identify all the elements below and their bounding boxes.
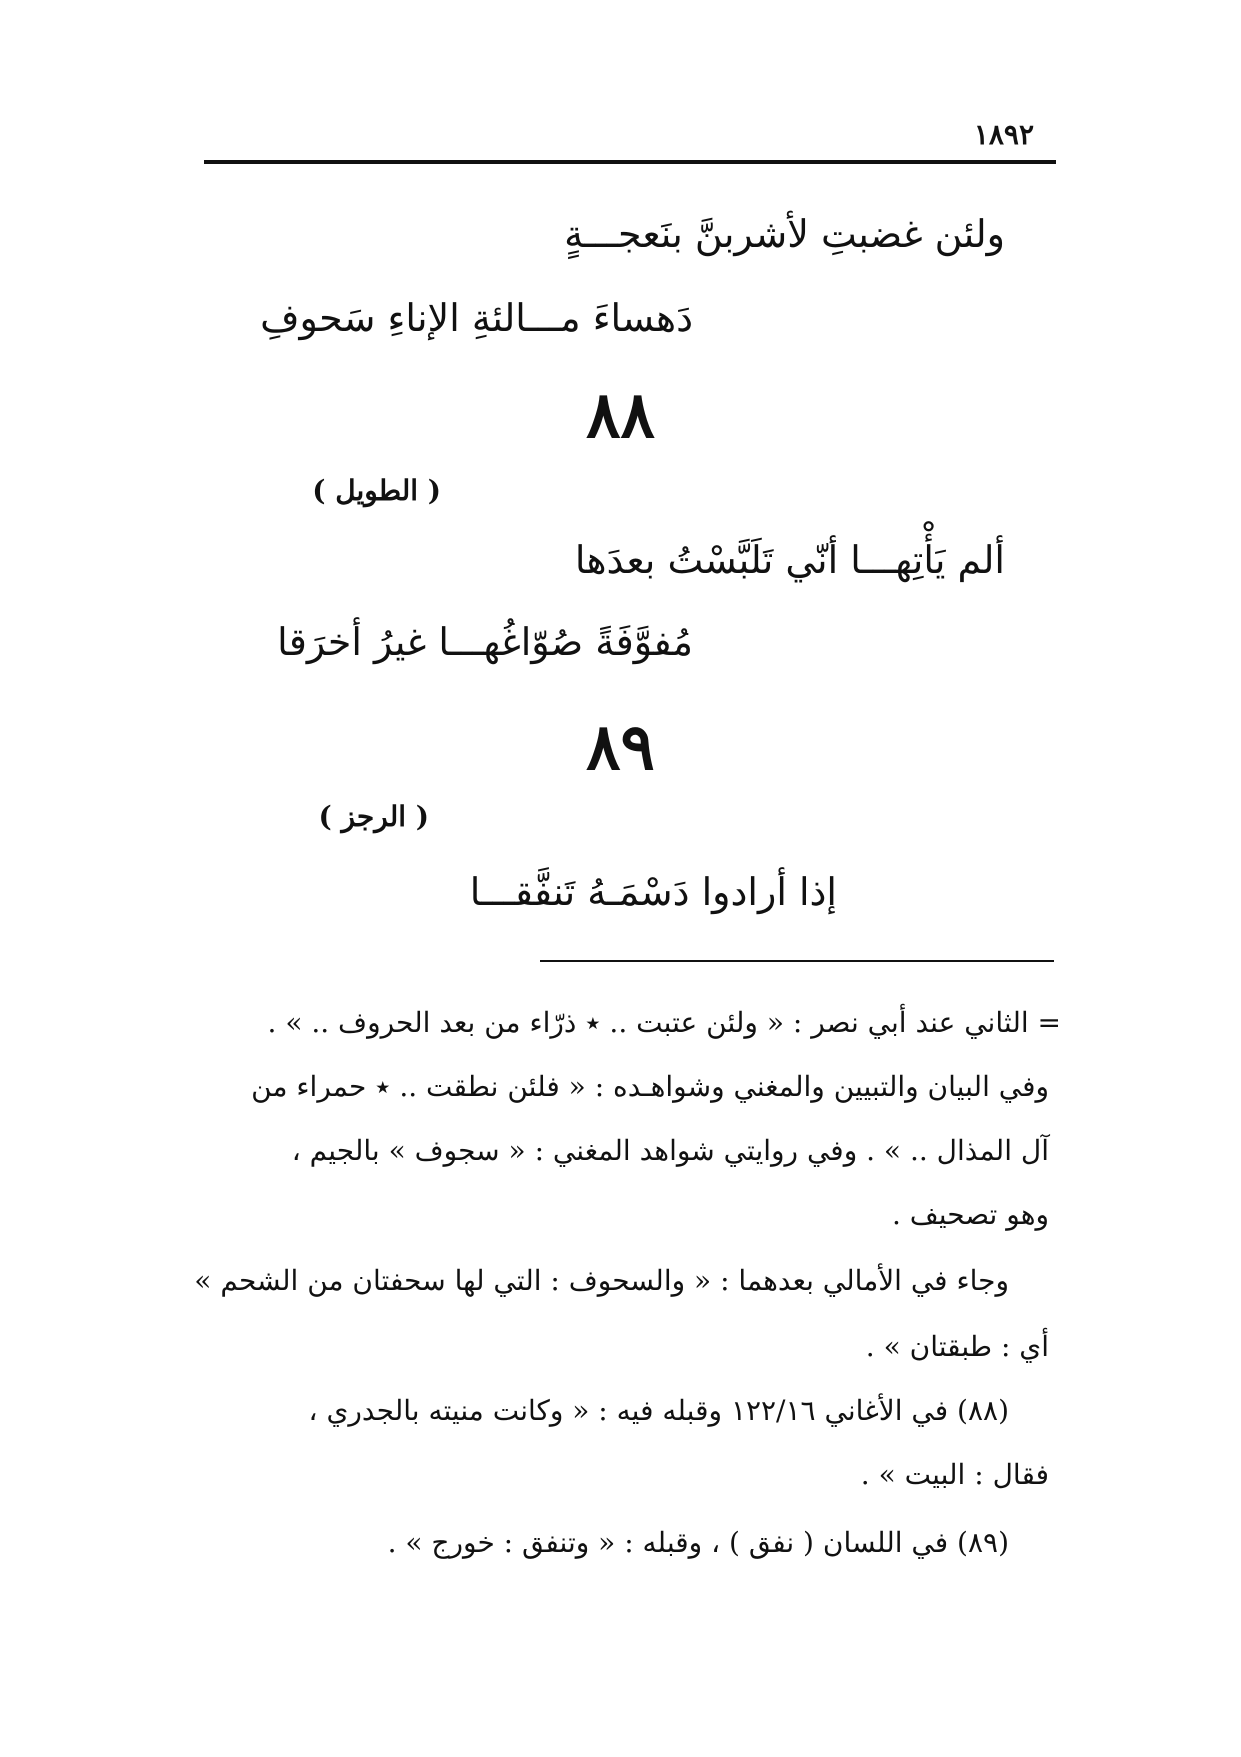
verse-line: إذا أرادوا دَسْمَـهُ تَنفَّقـــا [469,870,837,914]
header-rule [204,160,1056,164]
footnote-rule [540,960,1054,962]
footnote-line: وفي البيان والتبيين والمغني وشواهـده : « فلئن نطقت .. ٭ حمراء من [251,1070,1049,1103]
verse-line: ولئن غضبتِ لأشربنَّ بنَعجـــةٍ [564,212,1005,256]
footnote-line: (٨٩) في اللسان ( نفق ) ، وقبله : « وتنفق : خورج » . [387,1526,1009,1559]
footnote-line: (٨٨) في الأغاني ١٢٢/١٦ وقبله فيه : « وكانت منيته بالجدري ، [308,1394,1009,1427]
verse-line: مُفوَّفَةً صُوّاغُهـــا غيرُ أخرَقا [277,620,693,664]
footnote-line: أي : طبقتان » . [865,1330,1049,1363]
footnote-line: وهو تصحيف . [891,1198,1049,1231]
meter-label: ( الرجز ) [318,800,429,833]
footnote-line: وجاء في الأمالي بعدهما : « والسحوف : التي لها سحفتان من الشحم » [194,1264,1009,1297]
poem-number: ٨٨ [586,378,655,453]
footnote-line: = الثاني عند أبي نصر : « ولئن عتبت .. ٭ ذرّاء من بعد الحروف .. » . [267,1006,1061,1039]
footnote-line: فقال : البيت » . [860,1458,1049,1491]
verse-line: ألم يَأْتِهـــا أنّي تَلَبَّسْتُ بعدَها [574,538,1005,582]
footnote-line: آل المذال .. » . وفي روايتي شواهد المغني : « سجوف » بالجيم ، [291,1134,1049,1167]
meter-label: ( الطويل ) [312,474,441,507]
verse-line: دَهساءَ مـــالئةِ الإناءِ سَحوفِ [260,296,693,340]
poem-number: ٨٩ [586,710,655,785]
page-number: ١٨٩٢ [973,118,1034,151]
